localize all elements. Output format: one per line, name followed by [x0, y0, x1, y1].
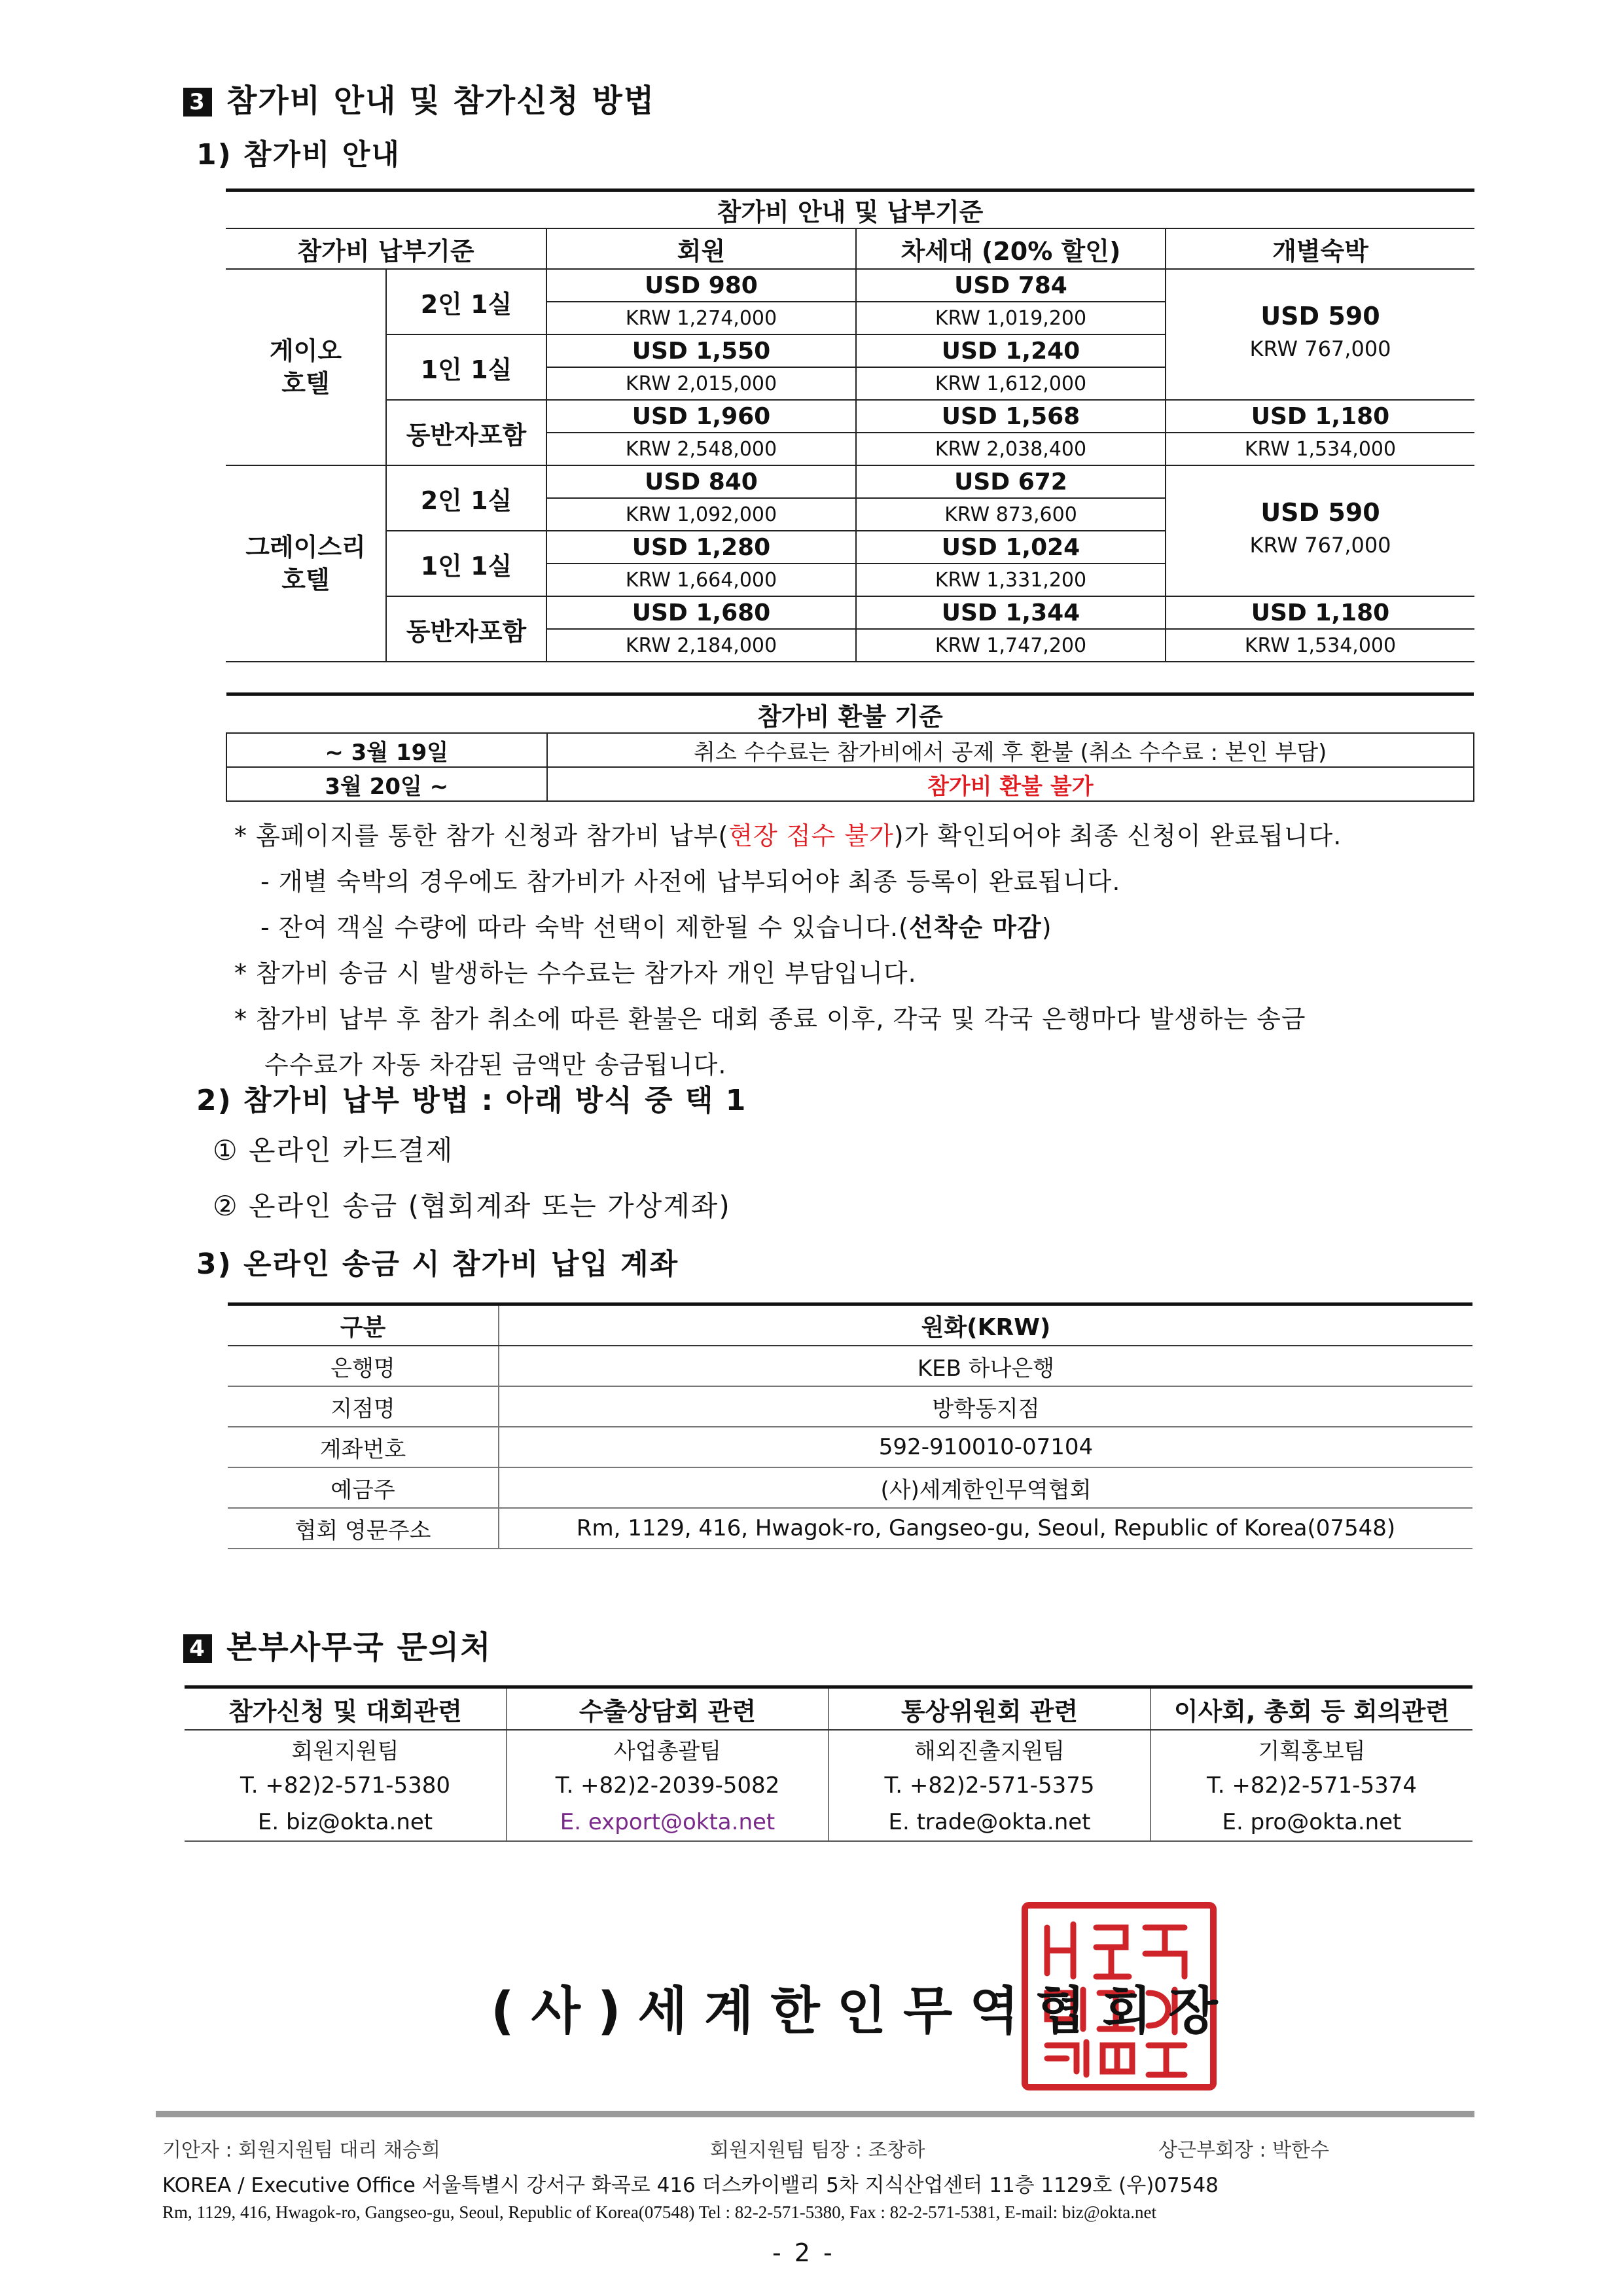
refund-desc: 취소 수수료는 참가비에서 공제 후 환불 (취소 수수료 : 본인 부담)	[547, 733, 1474, 767]
nextgen-krw: KRW 1,747,200	[856, 629, 1166, 662]
contact-header: 통상위원회 관련	[829, 1687, 1150, 1731]
account-header-krw: 원화(KRW)	[499, 1304, 1472, 1346]
member-usd: USD 980	[546, 269, 856, 302]
page-number: - 2 -	[772, 2238, 835, 2267]
separate-companion-usd: USD 1,180	[1166, 400, 1474, 433]
note-line: - 개별 숙박의 경우에도 참가비가 사전에 납부되어야 최종 등록이 완료됩니다.	[260, 867, 1121, 896]
nextgen-krw: KRW 873,600	[856, 498, 1166, 531]
separate-companion-krw: KRW 1,534,000	[1166, 629, 1474, 662]
contact-email: E. biz@okta.net	[185, 1804, 507, 1841]
refund-table-title: 참가비 환불 기준	[226, 694, 1474, 734]
contact-header: 이사회, 총회 등 회의관련	[1150, 1687, 1472, 1731]
member-krw: KRW 1,092,000	[546, 498, 856, 531]
refund-period: ~ 3월 19일	[226, 733, 547, 767]
contact-phone: T. +82)2-571-5380	[185, 1767, 507, 1804]
account-value: 592-910010-07104	[499, 1427, 1472, 1467]
footer-address-kr: KOREA / Executive Office 서울특별시 강서구 화곡로 416 더스카이밸리 5차 지식산업센터 11층 1129호 (우)07548	[162, 2174, 1219, 2197]
member-krw: KRW 2,184,000	[546, 629, 856, 662]
fee-notes	[234, 813, 1484, 1088]
nextgen-krw: KRW 2,038,400	[856, 433, 1166, 465]
account-value: 방학동지점	[499, 1386, 1472, 1427]
note-line: * 참가비 납부 후 참가 취소에 따른 환불은 대회 종료 이후, 각국 및 각국 은행마다 발생하는 송금	[234, 1005, 1306, 1033]
member-krw: KRW 1,664,000	[546, 564, 856, 596]
separate-companion-usd: USD 1,180	[1166, 596, 1474, 629]
account-label: 은행명	[228, 1346, 499, 1386]
member-usd: USD 1,960	[546, 400, 856, 433]
contact-email: E. trade@okta.net	[829, 1804, 1150, 1841]
member-krw: KRW 2,548,000	[546, 433, 856, 465]
room-type: 1인 1실	[386, 334, 546, 400]
subheading-account: 3) 온라인 송금 시 참가비 납입 계좌	[196, 1247, 679, 1281]
note-highlight: 현장 접수 불가	[728, 821, 894, 850]
pay-method-2: ② 온라인 송금 (협회계좌 또는 가상계좌)	[213, 1190, 731, 1222]
section4-title: 본부사무국 문의처	[226, 1629, 492, 1666]
room-type: 2인 1실	[386, 465, 546, 531]
subheading-payment-method: 2) 참가비 납부 방법 : 아래 방식 중 택 1	[196, 1084, 747, 1117]
footer-address-en: Rm, 1129, 416, Hwagok-ro, Gangseo-gu, Seoul, Republic of Korea(07548) Tel : 82-2-571-5380, Fax : 82-2-571-5381, E-mail: biz@okta.net	[162, 2202, 1156, 2222]
nextgen-usd: USD 1,024	[856, 531, 1166, 564]
account-table	[228, 1302, 1472, 1549]
contact-header: 수출상담회 관련	[507, 1687, 829, 1731]
fee-table-title: 참가비 안내 및 납부기준	[226, 190, 1474, 229]
separate-companion-krw: KRW 1,534,000	[1166, 433, 1474, 465]
footer-divider	[156, 2111, 1474, 2117]
contact-email: E. pro@okta.net	[1150, 1804, 1472, 1841]
nextgen-krw: KRW 1,331,200	[856, 564, 1166, 596]
hotel-name: 그레이스리 호텔	[226, 465, 386, 662]
fee-header-nextgen: 차세대 (20% 할인)	[856, 228, 1166, 269]
section4-heading	[183, 1622, 492, 1667]
note-line: * 참가비 송금 시 발생하는 수수료는 참가자 개인 부담입니다.	[234, 959, 917, 988]
separate-stay-price: USD 590 KRW 767,000	[1166, 269, 1474, 400]
room-type: 동반자포함	[386, 596, 546, 662]
account-value: (사)세계한인무역협회	[499, 1467, 1472, 1508]
room-type: 동반자포함	[386, 400, 546, 465]
room-type: 1인 1실	[386, 531, 546, 596]
contact-phone: T. +82)2-571-5375	[829, 1767, 1150, 1804]
nextgen-krw: KRW 1,019,200	[856, 302, 1166, 334]
note-line: * 홈페이지를 통한 참가 신청과 참가비 납부(현장 접수 불가)가 확인되어야 최종 신청이 완료됩니다.	[234, 821, 1342, 850]
section3-title: 참가비 안내 및 참가신청 방법	[226, 82, 656, 119]
contact-team: 해외진출지원팀	[829, 1730, 1150, 1767]
contact-team: 사업총괄팀	[507, 1730, 829, 1767]
section-number-box: 4	[183, 1634, 212, 1663]
fee-header-criteria: 참가비 납부기준	[226, 228, 546, 269]
fee-header-member: 회원	[546, 228, 856, 269]
footer-manager: 회원지원팀 팀장 : 조창하	[710, 2139, 925, 2162]
contact-phone: T. +82)2-2039-5082	[507, 1767, 829, 1804]
section-number-box: 3	[183, 88, 212, 117]
fee-header-separate: 개별숙박	[1166, 228, 1474, 269]
account-value: KEB 하나은행	[499, 1346, 1472, 1386]
member-usd: USD 1,680	[546, 596, 856, 629]
nextgen-usd: USD 672	[856, 465, 1166, 498]
contact-team: 기획홍보팀	[1258, 1738, 1366, 1765]
account-label: 예금주	[228, 1467, 499, 1508]
account-label: 협회 영문주소	[228, 1508, 499, 1549]
note-line: 수수료가 자동 차감된 금액만 송금됩니다.	[264, 1050, 727, 1079]
contact-header: 참가신청 및 대회관련	[185, 1687, 507, 1731]
account-label: 지점명	[228, 1386, 499, 1427]
footer-vp: 상근부회장 : 박한수	[1158, 2139, 1330, 2162]
contact-table	[185, 1685, 1472, 1842]
section3-heading	[183, 75, 655, 120]
account-label: 계좌번호	[228, 1427, 499, 1467]
footer-drafter: 기안자 : 회원지원팀 대리 채승희	[162, 2139, 440, 2162]
nextgen-krw: KRW 1,612,000	[856, 367, 1166, 400]
contact-team: 회원지원팀	[185, 1730, 507, 1767]
member-usd: USD 840	[546, 465, 856, 498]
fee-table	[226, 188, 1474, 662]
separate-stay-price: USD 590 KRW 767,000	[1166, 465, 1474, 596]
member-krw: KRW 2,015,000	[546, 367, 856, 400]
member-usd: USD 1,550	[546, 334, 856, 367]
subheading-fee-info: 1) 참가비 안내	[196, 138, 401, 171]
nextgen-usd: USD 784	[856, 269, 1166, 302]
room-type: 2인 1실	[386, 269, 546, 334]
hotel-name: 게이오 호텔	[226, 269, 386, 465]
refund-table	[226, 692, 1474, 802]
refund-period: 3월 20일 ~	[226, 767, 547, 801]
nextgen-usd: USD 1,568	[856, 400, 1166, 433]
contact-phone: T. +82)2-571-5374	[1207, 1772, 1417, 1799]
pay-method-1: ① 온라인 카드결제	[213, 1134, 454, 1166]
organization-signature: (사)세계한인무역협회장	[491, 1982, 1235, 2041]
account-header-label: 구분	[228, 1304, 499, 1346]
member-krw: KRW 1,274,000	[546, 302, 856, 334]
account-value: Rm, 1129, 416, Hwagok-ro, Gangseo-gu, Seoul, Republic of Korea(07548)	[499, 1508, 1472, 1549]
contact-email-link[interactable]: E. export@okta.net	[507, 1804, 829, 1841]
refund-desc-no-refund: 참가비 환불 불가	[547, 767, 1474, 801]
nextgen-usd: USD 1,344	[856, 596, 1166, 629]
note-line: - 잔여 객실 수량에 따라 숙박 선택이 제한될 수 있습니다.(선착순 마감)	[260, 913, 1052, 942]
member-usd: USD 1,280	[546, 531, 856, 564]
nextgen-usd: USD 1,240	[856, 334, 1166, 367]
